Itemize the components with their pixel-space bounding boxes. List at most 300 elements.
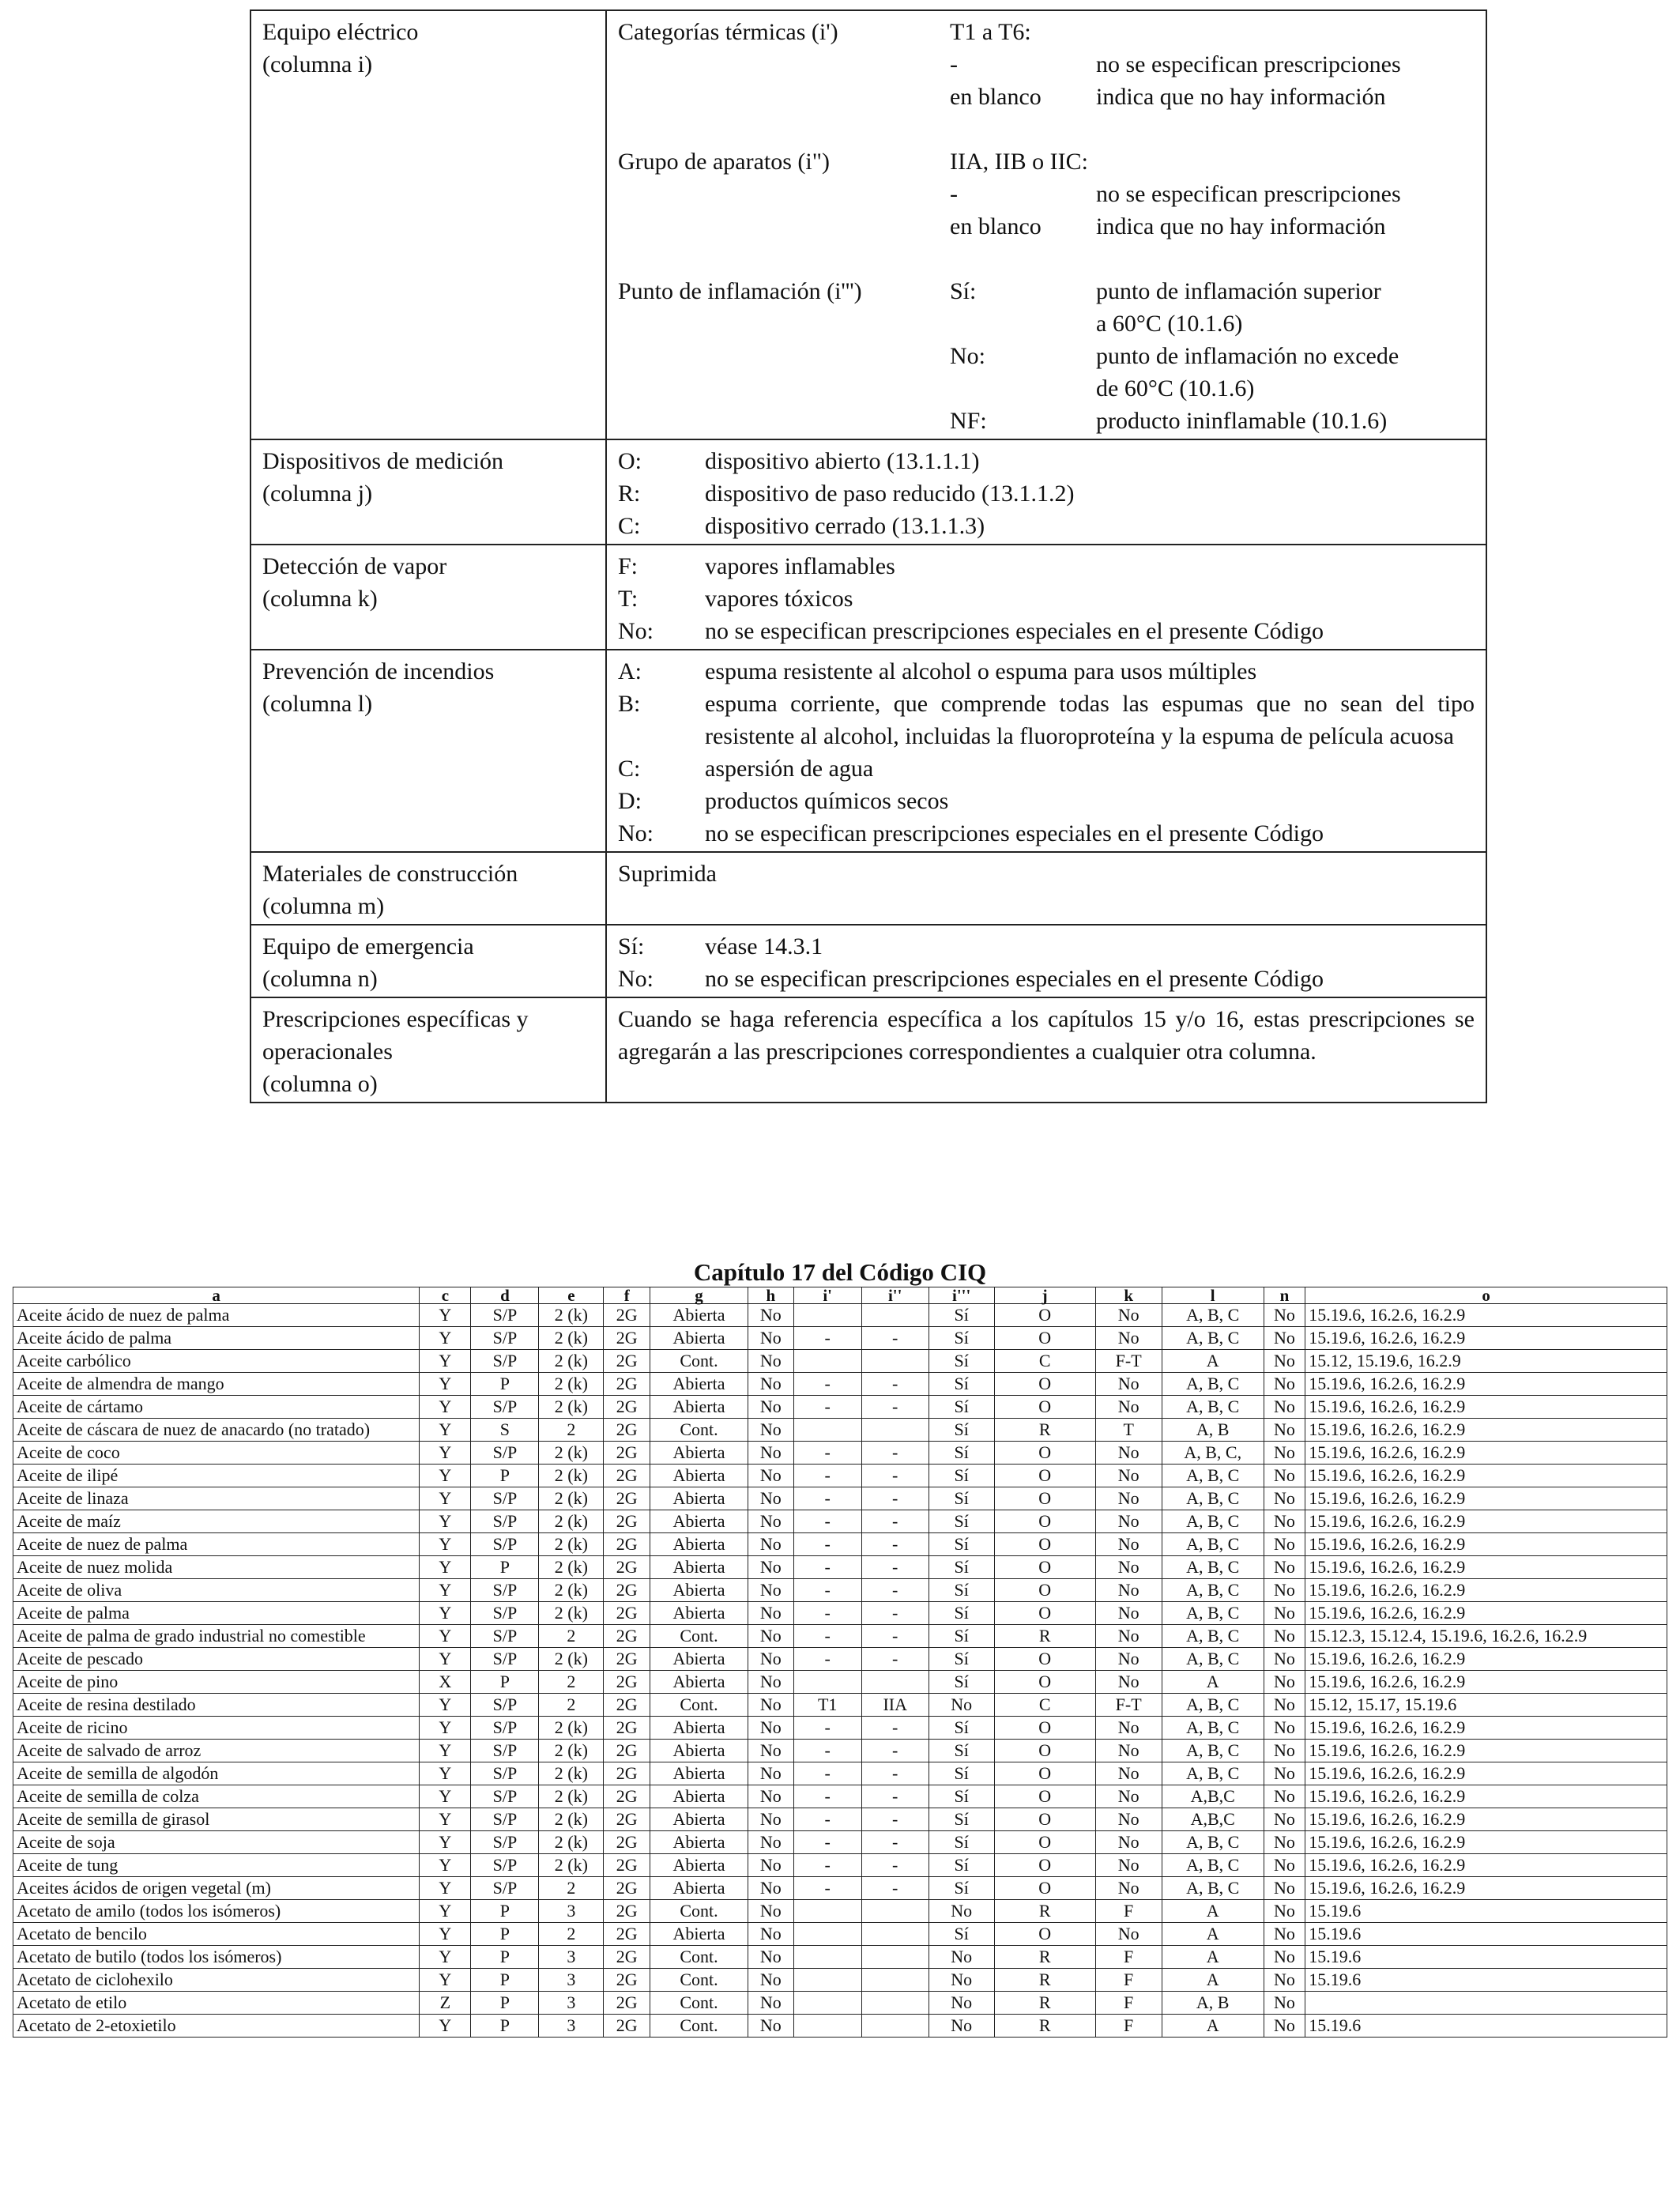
table-cell: A <box>1162 1969 1264 1992</box>
table-cell: - <box>793 1510 861 1533</box>
table-cell: 2 (k) <box>539 1396 604 1419</box>
table-cell: Y <box>420 1442 471 1465</box>
table-row <box>13 1785 1667 1808</box>
table-cell: No <box>748 1694 793 1717</box>
table-cell: 15.19.6, 16.2.6, 16.2.9 <box>1305 1717 1667 1740</box>
table-cell: Abierta <box>650 1877 748 1900</box>
table-cell: S/P <box>471 1487 539 1510</box>
table-cell: S/P <box>471 1533 539 1556</box>
table-cell: 2 (k) <box>539 1442 604 1465</box>
table-row <box>13 1992 1667 2015</box>
table-cell: - <box>793 1740 861 1762</box>
table-cell: R <box>994 1946 1095 1969</box>
table-cell: No <box>748 1350 793 1373</box>
table-cell: 2G <box>604 1327 650 1350</box>
table-cell: 2 (k) <box>539 1556 604 1579</box>
table-cell: - <box>861 1487 929 1510</box>
table-cell: O <box>994 1671 1095 1694</box>
table-cell: 2G <box>604 1350 650 1373</box>
table-cell: - <box>861 1740 929 1762</box>
legend-label: Equipo eléctrico (columna i) <box>250 10 606 439</box>
table-cell: Sí <box>929 1373 994 1396</box>
table-cell: - <box>861 1556 929 1579</box>
table-cell: 15.19.6, 16.2.6, 16.2.9 <box>1305 1785 1667 1808</box>
table-cell: No <box>1264 1487 1305 1510</box>
table-cell: 2G <box>604 1831 650 1854</box>
table-row <box>13 1923 1667 1946</box>
product-name-cell: Aceite de soja <box>13 1831 420 1854</box>
table-cell: 15.19.6, 16.2.6, 16.2.9 <box>1305 1556 1667 1579</box>
table-cell: 2G <box>604 1487 650 1510</box>
table-cell: O <box>994 1465 1095 1487</box>
table-cell: - <box>861 1327 929 1350</box>
table-cell: Y <box>420 1900 471 1923</box>
table-cell: Y <box>420 1831 471 1854</box>
table-cell: No <box>1095 1533 1162 1556</box>
table-cell: A, B, C <box>1162 1487 1264 1510</box>
table-cell: 15.19.6, 16.2.6, 16.2.9 <box>1305 1396 1667 1419</box>
table-cell: 15.19.6, 16.2.6, 16.2.9 <box>1305 1533 1667 1556</box>
table-cell: O <box>994 1556 1095 1579</box>
table-cell: R <box>994 1969 1095 1992</box>
table-row <box>13 1602 1667 1625</box>
table-cell: 2G <box>604 2015 650 2038</box>
table-cell: Abierta <box>650 1923 748 1946</box>
table-cell: A, B, C <box>1162 1396 1264 1419</box>
table-cell: 15.19.6, 16.2.6, 16.2.9 <box>1305 1740 1667 1762</box>
table-cell: 3 <box>539 2015 604 2038</box>
table-cell: 15.19.6, 16.2.6, 16.2.9 <box>1305 1487 1667 1510</box>
table-cell: A, B <box>1162 1992 1264 2015</box>
table-cell: O <box>994 1762 1095 1785</box>
table-cell: Y <box>420 1762 471 1785</box>
table-cell: No <box>1264 1396 1305 1419</box>
table-cell: - <box>861 1625 929 1648</box>
table-cell: No <box>1095 1579 1162 1602</box>
table-cell: A,B,C <box>1162 1785 1264 1808</box>
table-row <box>13 1533 1667 1556</box>
table-cell: O <box>994 1923 1095 1946</box>
table-cell: 2 <box>539 1625 604 1648</box>
table-cell <box>793 1946 861 1969</box>
legend-row-fire <box>250 650 1486 852</box>
table-cell: A, B, C <box>1162 1648 1264 1671</box>
column-header: d <box>471 1287 539 1304</box>
legend-label: Prescripciones específicas y operacionales (columna o) <box>250 997 606 1103</box>
table-cell: Y <box>420 1304 471 1327</box>
product-name-cell: Aceites ácidos de origen vegetal (m) <box>13 1877 420 1900</box>
column-header: o <box>1305 1287 1667 1304</box>
table-cell: No <box>748 1304 793 1327</box>
table-cell: 2G <box>604 1854 650 1877</box>
table-cell <box>861 2015 929 2038</box>
table-cell: - <box>793 1785 861 1808</box>
table-cell: A, B, C <box>1162 1465 1264 1487</box>
table-cell: Sí <box>929 1602 994 1625</box>
legend-values: F: vapores inflamables T: vapores tóxicos No: no se especifican prescripciones especiales en el presente Código <box>606 545 1486 650</box>
table-cell: Abierta <box>650 1304 748 1327</box>
table-cell: O <box>994 1373 1095 1396</box>
legend-label: Detección de vapor (columna k) <box>250 545 606 650</box>
product-name-cell: Aceite de almendra de mango <box>13 1373 420 1396</box>
table-row <box>13 1694 1667 1717</box>
table-cell <box>793 1992 861 2015</box>
table-cell: Y <box>420 1694 471 1717</box>
table-cell: No <box>1095 1327 1162 1350</box>
table-cell: Sí <box>929 1487 994 1510</box>
table-cell: A <box>1162 1946 1264 1969</box>
table-cell: - <box>793 1854 861 1877</box>
column-header: f <box>604 1287 650 1304</box>
table-cell: Sí <box>929 1556 994 1579</box>
product-name-cell: Aceite de cáscara de nuez de anacardo (no tratado) <box>13 1419 420 1442</box>
table-cell: 15.19.6, 16.2.6, 16.2.9 <box>1305 1304 1667 1327</box>
table-cell: A, B, C <box>1162 1602 1264 1625</box>
table-cell: No <box>1264 1969 1305 1992</box>
table-cell: - <box>861 1465 929 1487</box>
table-cell: S/P <box>471 1648 539 1671</box>
product-name-cell: Aceite de cártamo <box>13 1396 420 1419</box>
table-cell: No <box>929 1900 994 1923</box>
table-cell: No <box>1095 1487 1162 1510</box>
legend-label: Equipo de emergencia (columna n) <box>250 925 606 997</box>
legend-values: Suprimida <box>606 852 1486 925</box>
table-cell: Cont. <box>650 1946 748 1969</box>
table-cell: 15.19.6 <box>1305 1946 1667 1969</box>
product-name-cell: Aceite de ricino <box>13 1717 420 1740</box>
product-name-cell: Aceite de nuez de palma <box>13 1533 420 1556</box>
table-cell: - <box>861 1373 929 1396</box>
table-cell: No <box>1264 1648 1305 1671</box>
table-cell: O <box>994 1877 1095 1900</box>
table-cell: No <box>748 1785 793 1808</box>
product-name-cell: Aceite carbólico <box>13 1350 420 1373</box>
column-header: j <box>994 1287 1095 1304</box>
table-cell: Sí <box>929 1831 994 1854</box>
product-name-cell: Aceite de semilla de girasol <box>13 1808 420 1831</box>
table-cell <box>861 1900 929 1923</box>
table-cell: 15.19.6, 16.2.6, 16.2.9 <box>1305 1671 1667 1694</box>
product-name-cell: Aceite de palma de grado industrial no comestible <box>13 1625 420 1648</box>
table-body <box>13 1304 1667 2038</box>
table-cell: S/P <box>471 1831 539 1854</box>
table-cell: No <box>1264 1740 1305 1762</box>
table-cell: A,B,C <box>1162 1808 1264 1831</box>
table-cell: 2G <box>604 1579 650 1602</box>
table-cell: Abierta <box>650 1671 748 1694</box>
table-cell: Sí <box>929 1625 994 1648</box>
table-cell: Y <box>420 1533 471 1556</box>
table-cell: No <box>1095 1785 1162 1808</box>
table-cell: A, B, C <box>1162 1694 1264 1717</box>
table-row <box>13 1808 1667 1831</box>
table-row <box>13 1831 1667 1854</box>
product-name-cell: Aceite de salvado de arroz <box>13 1740 420 1762</box>
column-header: i' <box>793 1287 861 1304</box>
table-cell: Y <box>420 1579 471 1602</box>
table-cell: 15.19.6 <box>1305 1923 1667 1946</box>
table-cell: Cont. <box>650 1969 748 1992</box>
table-cell: 2G <box>604 1304 650 1327</box>
product-name-cell: Aceite de semilla de colza <box>13 1785 420 1808</box>
table-cell: F <box>1095 1900 1162 1923</box>
table-cell: No <box>1264 1992 1305 2015</box>
column-header: g <box>650 1287 748 1304</box>
table-cell: - <box>861 1785 929 1808</box>
table-cell: 15.19.6, 16.2.6, 16.2.9 <box>1305 1602 1667 1625</box>
table-cell <box>793 1900 861 1923</box>
table-cell: 2G <box>604 1992 650 2015</box>
table-cell: Abierta <box>650 1556 748 1579</box>
table-cell: 3 <box>539 1946 604 1969</box>
table-cell: 2 (k) <box>539 1602 604 1625</box>
table-cell: 15.19.6, 16.2.6, 16.2.9 <box>1305 1419 1667 1442</box>
table-cell: Y <box>420 1625 471 1648</box>
table-cell: A, B, C <box>1162 1740 1264 1762</box>
table-cell: Cont. <box>650 1992 748 2015</box>
legend-row-emergency <box>250 925 1486 997</box>
table-cell: Cont. <box>650 1350 748 1373</box>
table-cell: No <box>1095 1625 1162 1648</box>
table-cell: A, B, C <box>1162 1373 1264 1396</box>
table-cell: IIA <box>861 1694 929 1717</box>
table-cell: 2G <box>604 1969 650 1992</box>
table-cell: 2 (k) <box>539 1533 604 1556</box>
table-cell: Sí <box>929 1808 994 1831</box>
table-cell: S/P <box>471 1625 539 1648</box>
column-header: k <box>1095 1287 1162 1304</box>
table-cell: 2 (k) <box>539 1740 604 1762</box>
table-cell: 2 (k) <box>539 1808 604 1831</box>
table-cell: Y <box>420 1465 471 1487</box>
table-cell: - <box>793 1327 861 1350</box>
table-row <box>13 1487 1667 1510</box>
table-cell: 2G <box>604 1762 650 1785</box>
table-cell: Y <box>420 1602 471 1625</box>
table-cell: Y <box>420 1877 471 1900</box>
table-cell: 15.19.6, 16.2.6, 16.2.9 <box>1305 1831 1667 1854</box>
table-cell: P <box>471 1923 539 1946</box>
table-cell: O <box>994 1808 1095 1831</box>
table-row <box>13 1854 1667 1877</box>
table-cell: Cont. <box>650 2015 748 2038</box>
table-cell: No <box>748 1648 793 1671</box>
table-cell: F <box>1095 1969 1162 1992</box>
table-cell: Sí <box>929 1304 994 1327</box>
table-cell: O <box>994 1740 1095 1762</box>
table-cell: S/P <box>471 1579 539 1602</box>
table-cell: - <box>793 1717 861 1740</box>
table-cell: No <box>1095 1923 1162 1946</box>
table-cell: Cont. <box>650 1694 748 1717</box>
table-row <box>13 1625 1667 1648</box>
table-cell: P <box>471 1671 539 1694</box>
table-cell: T1 <box>793 1694 861 1717</box>
table-cell: No <box>1264 1854 1305 1877</box>
table-cell: 15.19.6 <box>1305 1969 1667 1992</box>
table-row <box>13 1465 1667 1487</box>
table-cell: - <box>861 1854 929 1877</box>
table-cell: No <box>748 1419 793 1442</box>
table-cell: O <box>994 1602 1095 1625</box>
table-cell: A <box>1162 1671 1264 1694</box>
table-cell: 2G <box>604 1373 650 1396</box>
column-header: n <box>1264 1287 1305 1304</box>
table-cell: No <box>748 1717 793 1740</box>
product-name-cell: Acetato de amilo (todos los isómeros) <box>13 1900 420 1923</box>
table-cell: No <box>1264 1717 1305 1740</box>
table-cell: Sí <box>929 1717 994 1740</box>
table-cell: No <box>748 2015 793 2038</box>
table-cell: 2 <box>539 1671 604 1694</box>
table-cell: Abierta <box>650 1533 748 1556</box>
table-cell: No <box>1095 1556 1162 1579</box>
table-cell: 15.19.6, 16.2.6, 16.2.9 <box>1305 1762 1667 1785</box>
table-cell: Abierta <box>650 1510 748 1533</box>
table-cell: 15.12.3, 15.12.4, 15.19.6, 16.2.6, 16.2.9 <box>1305 1625 1667 1648</box>
legend-row-measuring <box>250 439 1486 545</box>
table-row <box>13 1327 1667 1350</box>
legend-label: Dispositivos de medición (columna j) <box>250 439 606 545</box>
table-cell <box>861 1923 929 1946</box>
table-cell: - <box>793 1579 861 1602</box>
table-cell: P <box>471 1946 539 1969</box>
table-cell: - <box>861 1602 929 1625</box>
table-cell: A, B, C <box>1162 1762 1264 1785</box>
table-cell: Y <box>420 1648 471 1671</box>
table-cell: O <box>994 1442 1095 1465</box>
table-cell: Abierta <box>650 1740 748 1762</box>
table-cell: A, B, C <box>1162 1533 1264 1556</box>
product-name-cell: Acetato de etilo <box>13 1992 420 2015</box>
table-cell: 15.19.6, 16.2.6, 16.2.9 <box>1305 1327 1667 1350</box>
table-cell: No <box>748 1969 793 1992</box>
table-cell: No <box>1095 1396 1162 1419</box>
table-cell: No <box>1264 1694 1305 1717</box>
table-cell: 2 (k) <box>539 1465 604 1487</box>
table-cell: 15.19.6, 16.2.6, 16.2.9 <box>1305 1373 1667 1396</box>
table-cell: Abierta <box>650 1762 748 1785</box>
table-cell: 2 (k) <box>539 1373 604 1396</box>
table-cell: Abierta <box>650 1442 748 1465</box>
table-cell: No <box>748 1396 793 1419</box>
table-cell: S/P <box>471 1510 539 1533</box>
table-cell: No <box>748 1487 793 1510</box>
table-cell: 2G <box>604 1533 650 1556</box>
product-name-cell: Acetato de 2-etoxietilo <box>13 2015 420 2038</box>
table-cell: Abierta <box>650 1717 748 1740</box>
table-cell: Sí <box>929 1419 994 1442</box>
table-cell: Abierta <box>650 1808 748 1831</box>
table-cell: 2G <box>604 1946 650 1969</box>
table-cell: No <box>748 1900 793 1923</box>
table-cell: No <box>1264 1510 1305 1533</box>
table-cell: Abierta <box>650 1327 748 1350</box>
table-cell: P <box>471 2015 539 2038</box>
legend-values: Cuando se haga referencia específica a los capítulos 15 y/o 16, estas prescripciones se agregarán a las prescripciones correspondientes a cualquier otra columna. <box>606 997 1486 1103</box>
table-cell: Cont. <box>650 1419 748 1442</box>
table-cell: - <box>793 1442 861 1465</box>
table-row <box>13 1442 1667 1465</box>
table-cell: Sí <box>929 1923 994 1946</box>
table-cell: O <box>994 1487 1095 1510</box>
table-cell: A <box>1162 1923 1264 1946</box>
table-cell: 2G <box>604 1785 650 1808</box>
table-cell: No <box>1264 1946 1305 1969</box>
table-cell: F-T <box>1095 1350 1162 1373</box>
table-cell: S/P <box>471 1442 539 1465</box>
table-cell: O <box>994 1648 1095 1671</box>
table-cell: O <box>994 1579 1095 1602</box>
table-cell: S/P <box>471 1785 539 1808</box>
product-name-cell: Aceite de nuez molida <box>13 1556 420 1579</box>
product-name-cell: Aceite de tung <box>13 1854 420 1877</box>
table-cell: P <box>471 1556 539 1579</box>
table-cell: 3 <box>539 1969 604 1992</box>
table-row <box>13 1419 1667 1442</box>
table-cell: No <box>1264 1831 1305 1854</box>
table-cell <box>861 1671 929 1694</box>
legend-values: Categorías térmicas (i') T1 a T6: - no se especifican prescripciones en blanco indica que no hay información Grupo de aparatos (i") IIA, IIB o IIC: - no se especifican prescripciones en blanco indica que no hay información Punto de inflamación (i''') Sí: punto de inflamación superior a 60°C (10.1.6) No: punto de inflamación no excede de 60°C (10.1.6) NF: producto ininflamable (10.1.6) <box>606 10 1486 439</box>
table-cell <box>793 1350 861 1373</box>
table-cell: No <box>748 1510 793 1533</box>
table-cell: S/P <box>471 1740 539 1762</box>
table-cell: F <box>1095 2015 1162 2038</box>
table-cell: No <box>748 1442 793 1465</box>
table-cell: F-T <box>1095 1694 1162 1717</box>
table-cell: No <box>1095 1465 1162 1487</box>
table-cell: 2 (k) <box>539 1487 604 1510</box>
table-cell: O <box>994 1510 1095 1533</box>
table-cell: Y <box>420 1350 471 1373</box>
table-cell: No <box>1264 1350 1305 1373</box>
product-name-cell: Acetato de butilo (todos los isómeros) <box>13 1946 420 1969</box>
table-cell: P <box>471 1992 539 2015</box>
table-cell: - <box>861 1442 929 1465</box>
table-cell: Y <box>420 1854 471 1877</box>
table-cell: S/P <box>471 1762 539 1785</box>
table-cell: No <box>1264 1808 1305 1831</box>
table-cell: 2G <box>604 1808 650 1831</box>
table-row <box>13 1740 1667 1762</box>
table-cell: 2 (k) <box>539 1327 604 1350</box>
table-cell: C <box>994 1694 1095 1717</box>
table-cell: Y <box>420 1419 471 1442</box>
table-cell: 2G <box>604 1648 650 1671</box>
product-name-cell: Aceite de linaza <box>13 1487 420 1510</box>
table-row <box>13 1510 1667 1533</box>
table-cell: Y <box>420 1740 471 1762</box>
table-cell: No <box>748 1854 793 1877</box>
table-cell: No <box>1264 1419 1305 1442</box>
table-cell: O <box>994 1717 1095 1740</box>
table-cell: 15.19.6, 16.2.6, 16.2.9 <box>1305 1648 1667 1671</box>
legend-values: Sí: véase 14.3.1 No: no se especifican prescripciones especiales en el presente Código <box>606 925 1486 997</box>
table-cell: No <box>748 1831 793 1854</box>
table-cell: Abierta <box>650 1487 748 1510</box>
table-cell: 2 (k) <box>539 1579 604 1602</box>
table-cell: No <box>1095 1373 1162 1396</box>
table-cell: No <box>748 1762 793 1785</box>
table-cell: No <box>748 1740 793 1762</box>
column-header: h <box>748 1287 793 1304</box>
legend-row-specific <box>250 997 1486 1103</box>
product-name-cell: Aceite de coco <box>13 1442 420 1465</box>
table-cell: No <box>929 1992 994 2015</box>
table-cell: - <box>793 1602 861 1625</box>
table-cell: A, B, C <box>1162 1556 1264 1579</box>
table-cell <box>793 1923 861 1946</box>
